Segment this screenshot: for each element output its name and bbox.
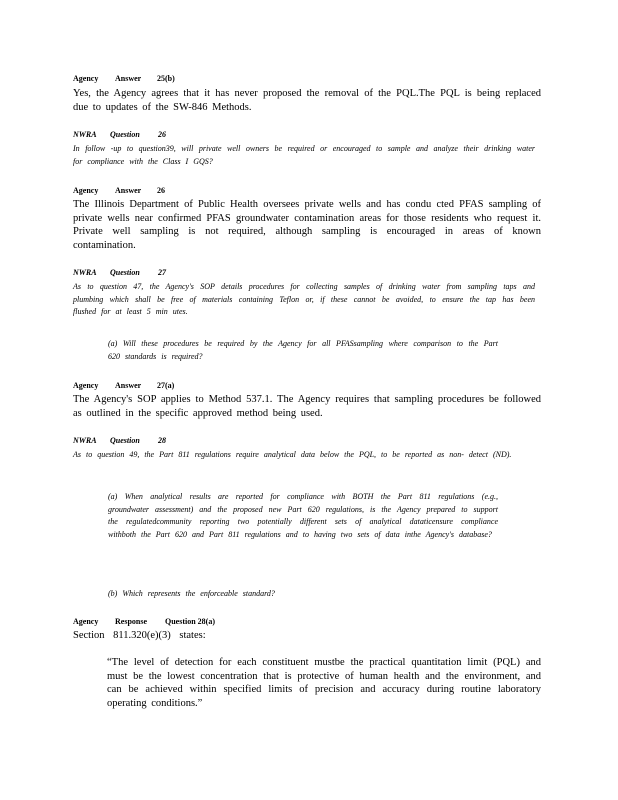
- answer-text: The Agency's SOP applies to Method 537.1. The Agency requires that sampling procedures be followed as outlined in the specific approved method being used.: [73, 394, 541, 419]
- speaker-label: Agency: [73, 74, 99, 83]
- answer-text: Yes, the Agency agrees that it has never proposed the removal of the PQL.The PQL is being replaced due to updates of the SW-846 Methods.: [73, 88, 541, 113]
- section-header: [73, 436, 166, 445]
- sub-question-b: (b) Which represents the enforceable standard?: [108, 589, 275, 598]
- sub-question-a: (a) Will these procedures be required by the Agency for all PFASsampling where comparison to the Part 620 standards is required?: [108, 339, 498, 361]
- sub-question-a: (a) When analytical results are reported for compliance with BOTH the Part 811 regulations (e.g., groundwater assessment) and the proposed new Part 620 regulations, is the Agency prepared to support the regulatedcommunity reporting two potentially different sets of analytical dataticensure compliance withboth the Part 620 and Part 811 regulations and to having two sets of data inthe Agency's database?: [108, 492, 498, 539]
- type-label: Answer: [115, 186, 142, 195]
- section-header: [73, 74, 175, 83]
- speaker-label: NWRA: [73, 130, 97, 139]
- number-label: 26: [158, 130, 166, 139]
- question-text: As to question 49, the Part 811 regulations require analytical data below the PQL, to be reported as non- detect (ND).: [73, 450, 512, 459]
- number-label: 26: [157, 186, 165, 195]
- section-header: [73, 130, 166, 139]
- response-text: Section 811.320(e)(3) states:: [73, 630, 206, 641]
- type-label: Answer: [115, 381, 142, 390]
- question-text: As to question 47, the Agency's SOP details procedures for collecting samples of drinking water from sampling taps and plumbing which shall be free of materials containing Teflon or, if these cannot be avoided, to ensure the tap has been flushed for at least 5 min utes.: [73, 282, 535, 316]
- number-label: 28: [158, 436, 166, 445]
- number-label: 25(b): [157, 74, 175, 83]
- speaker-label: Agency: [73, 617, 99, 626]
- number-label: Question 28(a): [165, 617, 215, 626]
- section-header: [73, 268, 166, 277]
- answer-text: The Illinois Department of Public Health oversees private wells and has condu cted PFAS sampling of private wells near confirmed PFAS groundwater contamination areas for those residents who request it. Private well sampling is not required, although sampling is encouraged in areas of known contamination.: [73, 199, 541, 251]
- speaker-label: Agency: [73, 381, 99, 390]
- question-text: In follow -up to question39, will private well owners be required or encouraged to sample and analyze their drinking water for compliance with the Class I GQS?: [73, 144, 535, 166]
- section-header: [73, 186, 165, 195]
- type-label: Question: [110, 268, 140, 277]
- number-label: 27(a): [157, 381, 175, 390]
- type-label: Answer: [115, 74, 142, 83]
- block-quote: “The level of detection for each constituent mustbe the practical quantitation limit (PQL) and must be the lowest concentration that is protective of human health and the environment, and can be achieved within specified limits of precision and accuracy during routine laboratory operating conditions.”: [107, 657, 541, 709]
- speaker-label: Agency: [73, 186, 99, 195]
- speaker-label: NWRA: [73, 268, 97, 277]
- type-label: Response: [115, 617, 148, 626]
- number-label: 27: [158, 268, 166, 277]
- speaker-label: NWRA: [73, 436, 97, 445]
- type-label: Question: [110, 130, 140, 139]
- type-label: Question: [110, 436, 140, 445]
- section-header: [73, 381, 174, 390]
- section-header: [73, 617, 215, 626]
